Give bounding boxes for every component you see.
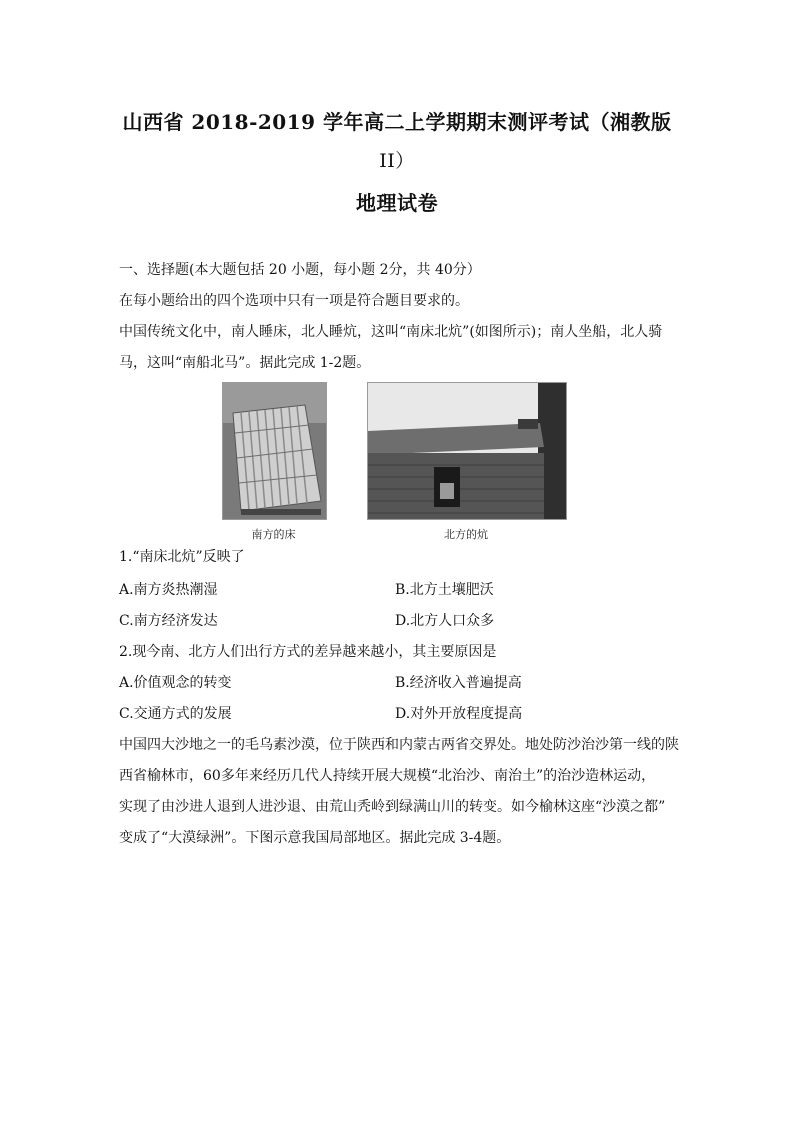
question-1-option-a[interactable]: A.南方炎热潮湿 [119, 582, 218, 598]
intro-block [119, 255, 679, 379]
passage2-line2: 西省榆林市，60多年来经历几代人持续开展大规模“北治沙、南治土”的治沙造林运动， [119, 768, 656, 784]
section-heading: 一、选择题(本大题包括 20 小题，每小题 2分，共 40分） [119, 262, 481, 278]
question-2-option-c[interactable]: C.交通方式的发展 [119, 706, 232, 722]
passage-2 [119, 730, 679, 854]
south-bed-photo [222, 382, 327, 520]
exam-title-line1: 山西省 2018-2019 学年高二上学期期末测评考试（湘教版 [122, 110, 672, 134]
subject-title: 地理试卷 [356, 191, 438, 215]
question-2-option-d[interactable]: D.对外开放程度提高 [395, 706, 523, 722]
question-2 [119, 637, 679, 668]
question-1-options-row1 [119, 575, 679, 606]
question-1-option-d[interactable]: D.北方人口众多 [395, 613, 495, 629]
question-1 [119, 542, 679, 573]
passage1-line1: 中国传统文化中，南人睡床，北人睡炕，这叫“南床北炕”(如图所示)；南人坐船，北人骑 [119, 324, 663, 340]
instruction-text: 在每小题给出的四个选项中只有一项是符合题目要求的。 [119, 293, 469, 309]
passage2-line4: 变成了“大漠绿洲”。下图示意我国局部地区。据此完成 3-4题。 [119, 830, 511, 846]
question-2-option-b[interactable]: B.经济收入普遍提高 [395, 675, 522, 691]
north-kang-photo [367, 382, 567, 520]
north-kang-caption: 北方的炕 [444, 528, 488, 541]
question-2-option-a[interactable]: A.价值观念的转变 [119, 675, 232, 691]
exam-title-line2: II） [379, 150, 415, 172]
south-bed-caption: 南方的床 [251, 528, 296, 541]
passage2-line1: 中国四大沙地之一的毛乌素沙漠，位于陕西和内蒙古两省交界处。地处防沙治沙第一线的陕 [119, 737, 679, 753]
passage1-line2: 马，这叫“南船北马”。据此完成 1-2题。 [119, 355, 371, 371]
question-1-stem: 1.“南床北炕”反映了 [119, 549, 245, 565]
question-1-option-b[interactable]: B.北方土壤肥沃 [395, 582, 494, 598]
question-2-options-row2 [119, 699, 679, 730]
question-1-option-c[interactable]: C.南方经济发达 [119, 613, 218, 629]
question-1-options-row2 [119, 606, 679, 637]
figure-south-bed [222, 382, 325, 542]
figure-north-kang [367, 382, 565, 542]
question-2-options-row1 [119, 668, 679, 699]
passage2-line3: 实现了由沙进人退到人进沙退、由荒山秃岭到绿满山川的转变。如今榆林这座“沙漠之都” [119, 799, 666, 815]
question-2-stem: 2.现今南、北方人们出行方式的差异越来越小，其主要原因是 [119, 644, 497, 660]
